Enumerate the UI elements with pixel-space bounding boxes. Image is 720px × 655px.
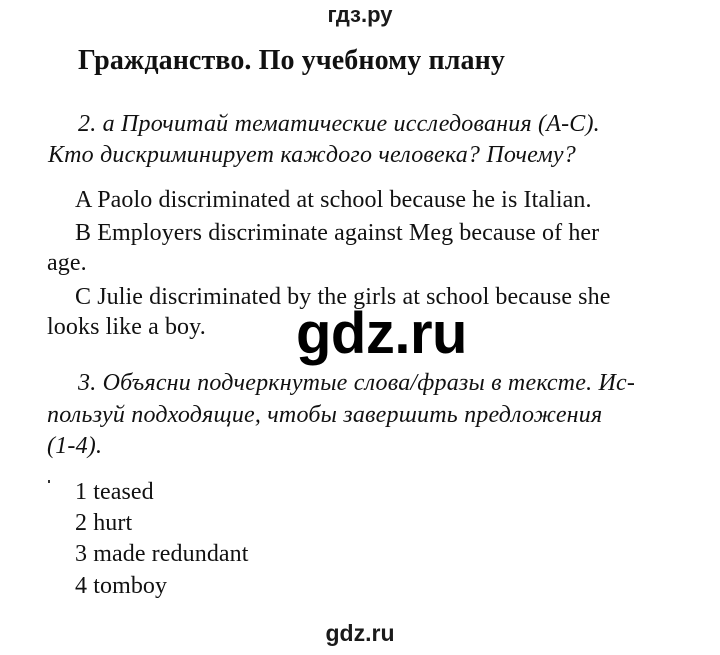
list-item: 2 hurt <box>75 510 133 536</box>
list-item: 4 tomboy <box>75 573 168 599</box>
watermark-bottom: gdz.ru <box>325 620 395 646</box>
task2-answer-b-cont: age. <box>47 250 87 276</box>
task2-instruction-line1: 2. а Прочитай тематические исследования (A-C). <box>78 111 600 137</box>
task3-instruction-line1: 3. Объясни подчеркнутые слова/фразы в тексте. Ис- <box>78 370 636 396</box>
task2-answer-b: B Employers discriminate against Meg because of her <box>75 220 600 246</box>
task2-instruction-line2: Кто дискриминирует каждого человека? Почему? <box>48 142 576 168</box>
list-item: 3 made redundant <box>75 541 249 567</box>
task2-answer-c: C Julie discriminated by the girls at school because she <box>75 284 611 310</box>
task2-answer-a: A Paolo discriminated at school because he is Italian. <box>75 187 592 213</box>
watermark-middle: gdz.ru <box>296 301 467 366</box>
task3-instruction-line3: (1-4). <box>47 433 103 459</box>
watermark-top: гдз.ру <box>327 2 393 27</box>
scan-speck <box>48 480 50 483</box>
task3-instruction-line2: пользуй подходящие, чтобы завершить предложения <box>47 402 603 428</box>
task2-answer-c-cont: looks like a boy. <box>47 314 206 340</box>
page-title: Гражданство. По учебному плану <box>78 45 505 76</box>
list-item: 1 teased <box>75 479 154 505</box>
